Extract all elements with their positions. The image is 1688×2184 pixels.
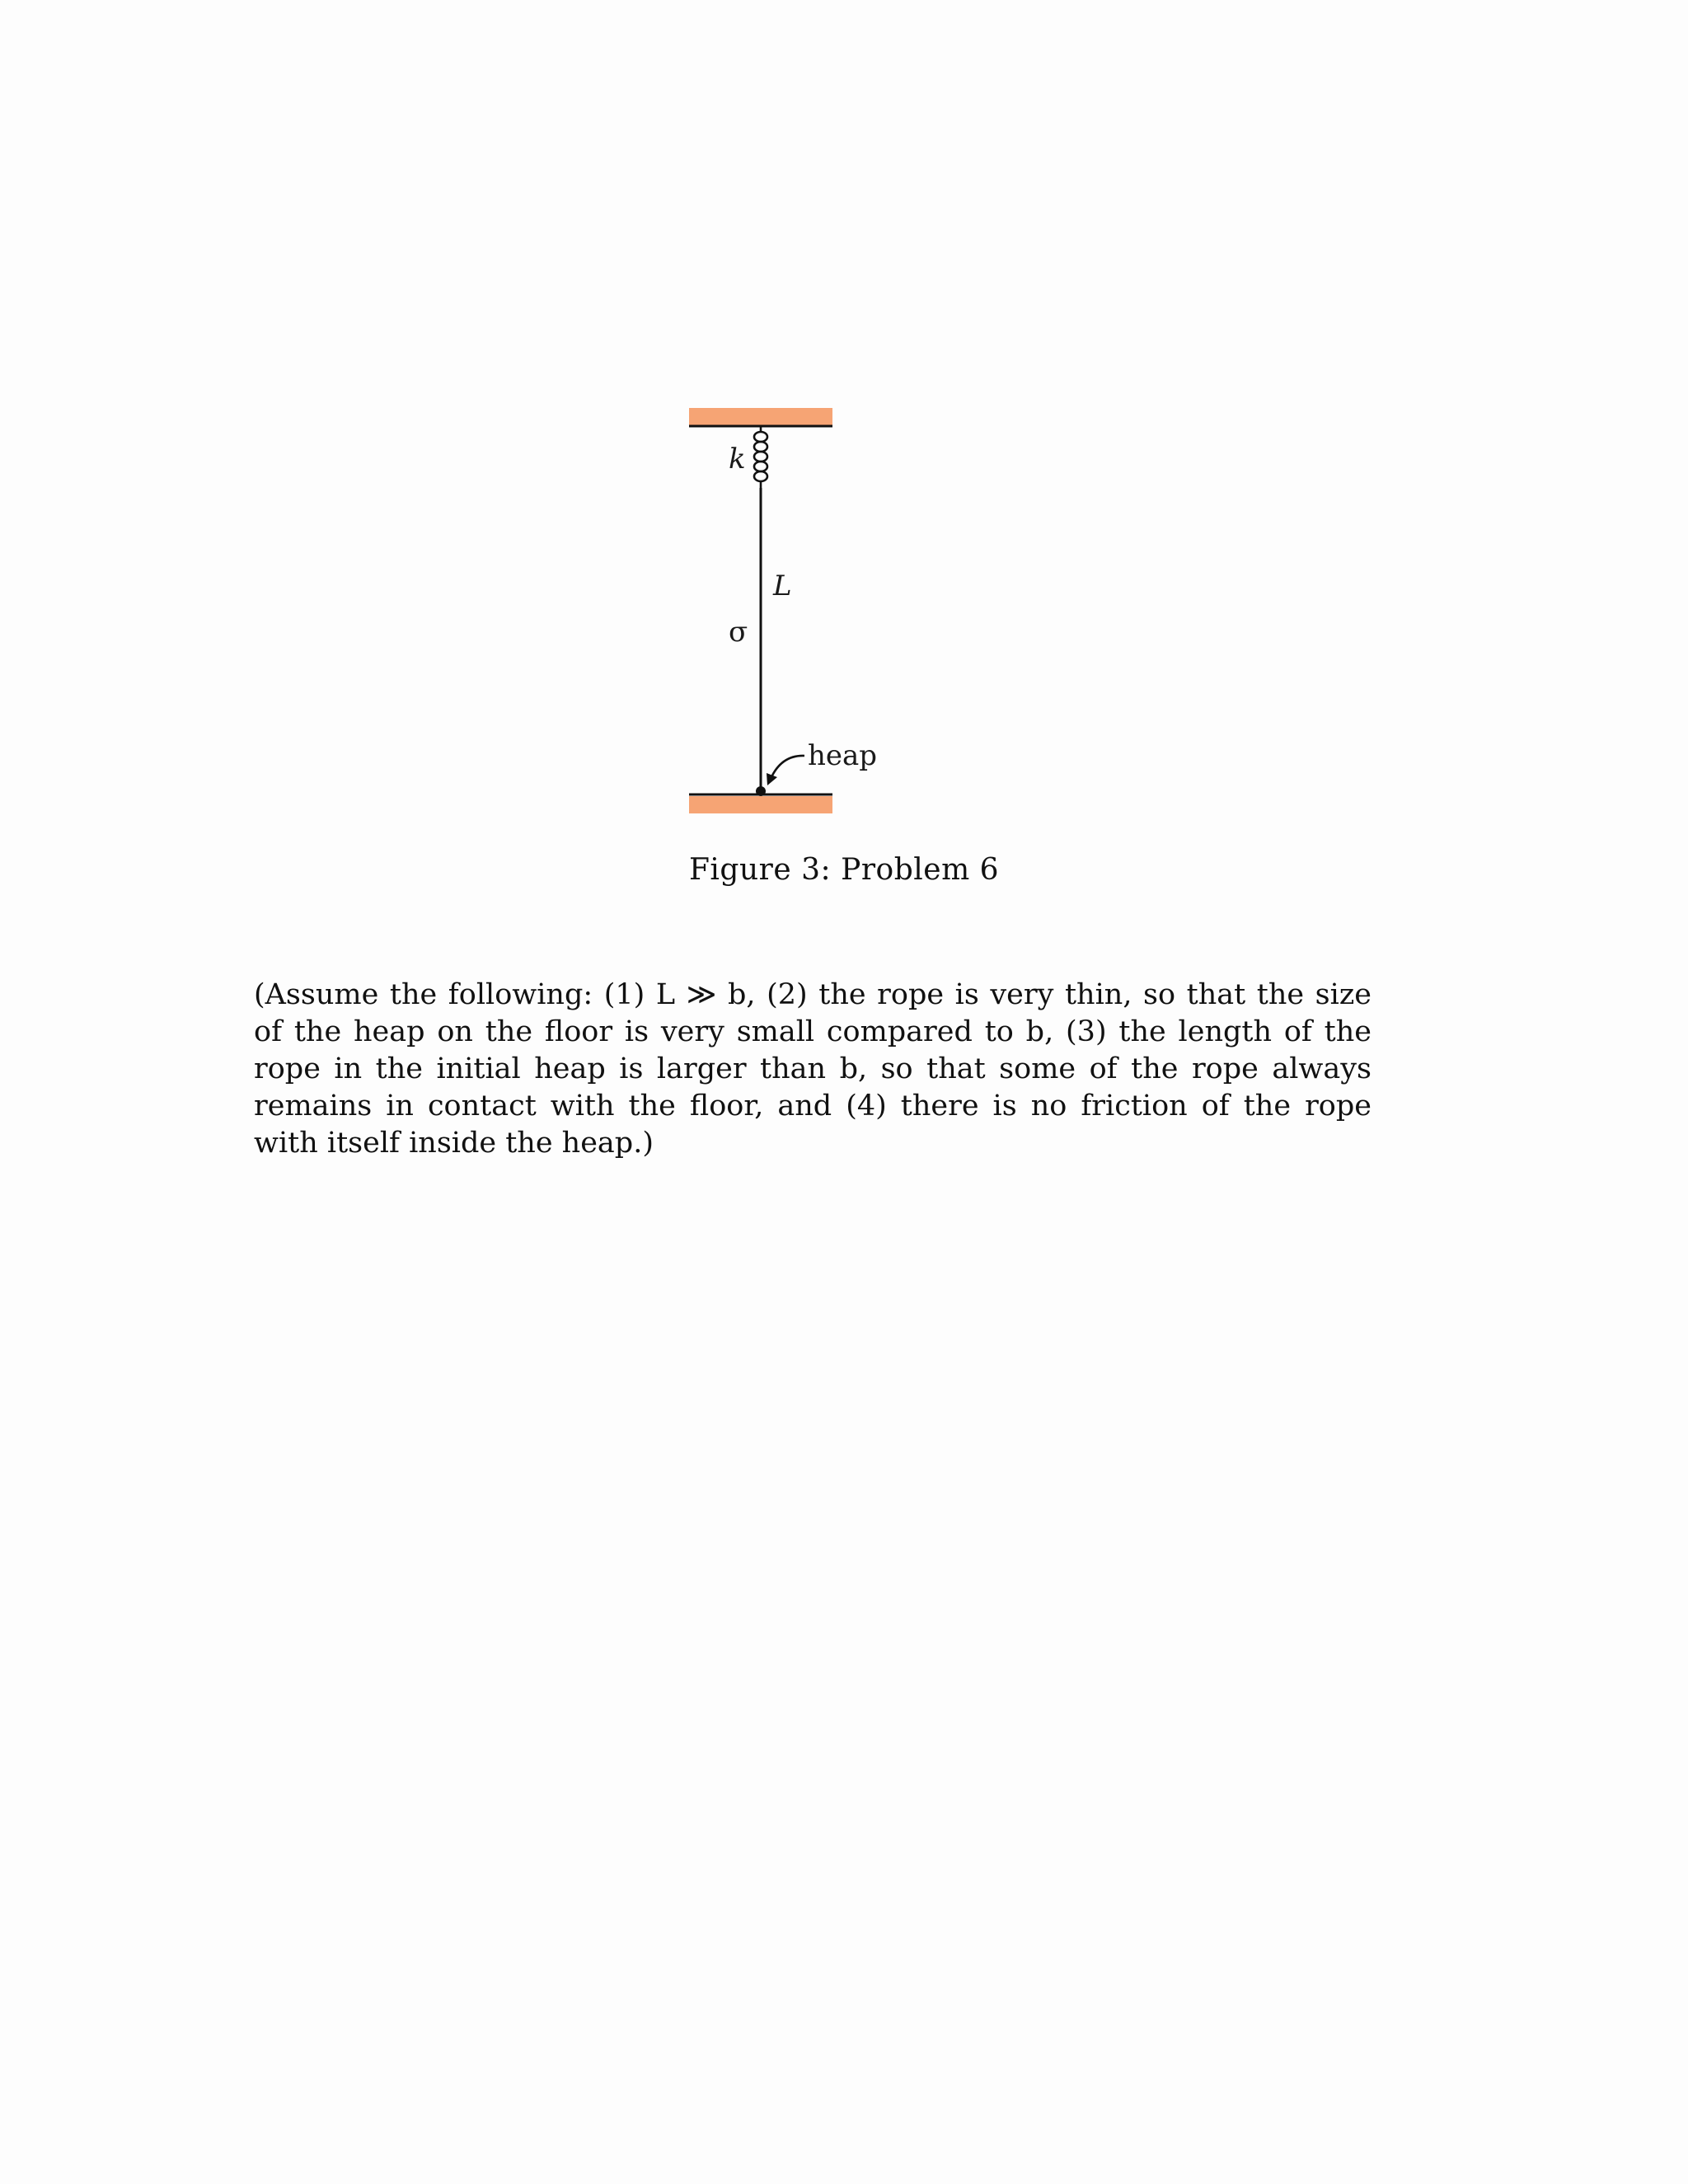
figure-caption: Figure 3: Problem 6: [688, 853, 1000, 887]
assumptions-paragraph: (Assume the following: (1) L ≫ b, (2) the rope is very thin, so that the size of the heap on the floor is very small compared to b, (3) the length of the rope in the initial heap is larger than b, so that some of the rope always remains in contact with the floor, and (4) there is no friction of the rope with itself inside the heap.): [254, 978, 1372, 1160]
label-L: L: [773, 569, 792, 602]
curved-arrow-icon: [771, 756, 804, 779]
label-sigma: σ: [729, 616, 748, 649]
ceiling: [689, 408, 832, 426]
spring-coil-icon: [754, 426, 767, 488]
floor: [689, 794, 832, 813]
rope-spring-figure: [0, 0, 1688, 915]
label-heap: heap: [808, 739, 878, 772]
label-k: k: [729, 443, 746, 476]
ceiling-fill: [689, 408, 832, 425]
floor-fill: [689, 796, 832, 813]
